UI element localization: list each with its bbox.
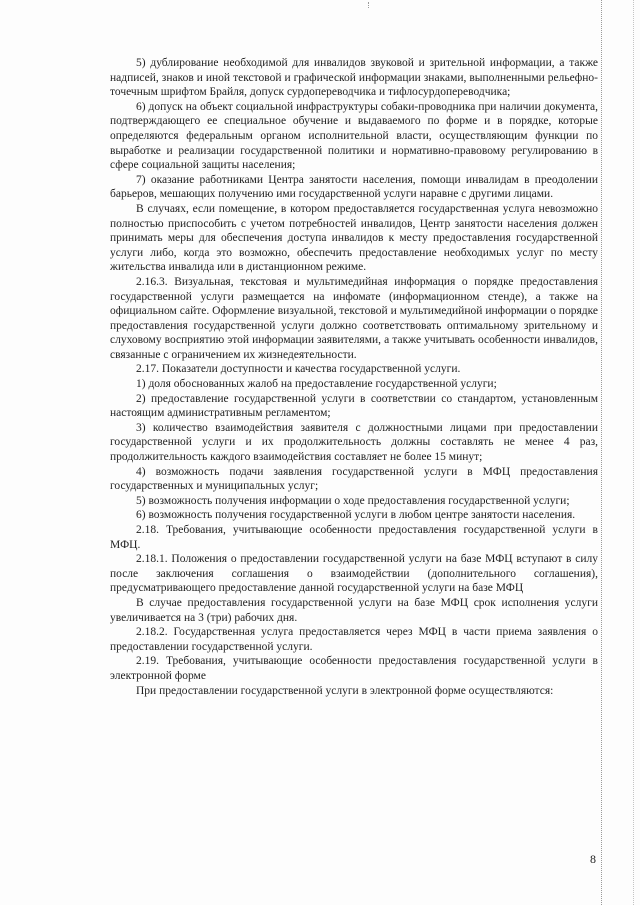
page-number: 8 [590,852,596,866]
paragraph-adaptation: В случаях, если помещение, в котором предоставляется государственная услуга невозможно полностью приспособить с учетом потребностей инвалидов, Центр занятости населения должен принимать меры для обеспечения доступа инвалидов к месту предоставления государственной услуги либо, когда это возможно, обеспечить предоставление необходимых услуг по месту жительства инвалида или в дистанционном режиме. [110,202,598,274]
section-2-17-heading: 2.17. Показатели доступности и качества государственной услуги. [136,363,461,376]
section-2-19-heading: 2.19. Требования, учитывающие особенности предоставления государственной услуги в электронной форме [110,655,598,682]
scan-edge-outer [633,0,634,905]
document-body [110,56,598,698]
section-2-16-3: 2.16.3. Визуальная, текстовая и мультимедийная информация о порядке предоставления государственной услуги размещается на инфомате (информационном стенде), а также на официальном сайте. Оформление визуальной, текстовой и мультимедийной информации о порядке предоставления государственной услуги должно соответствовать оптимальному зрительному и слуховому восприятию этой информации заявителями, а также учитывать особенности инвалидов, связанные с ограничением их жизнедеятельности. [110,275,598,361]
list-item-7-assistance: 7) оказание работниками Центра занятости населения, помощи инвалидам в преодолении барьеров, мешающих получению ими государственной услуги наравне с другими лицами. [110,173,598,201]
paragraph-mfc-term: В случае предоставления государственной услуги на базе МФЦ срок исполнения услуги увеличивается на 3 (три) рабочих дня. [110,596,598,624]
indicator-4: 4) возможность подачи заявления государственной услуги в МФЦ предоставления государственных и муниципальных услуг; [110,465,598,493]
indicator-2: 2) предоставление государственной услуги в соответствии со стандартом, установленным настоящим административным регламентом; [110,392,598,420]
list-item-6-guide-dog: 6) допуск на объект социальной инфраструктуры собаки-проводника при наличии документа, подтверждающего ее специальное обучение и выдаваемого по форме и в порядке, которые определяются федеральным органом исполнительной власти, осуществляющим функции по выработке и реализации государственной политики и нормативно-правовому регулированию в сфере социальной защиты населения; [110,100,598,172]
list-item-5-braille: 5) дублирование необходимой для инвалидов звуковой и зрительной информации, а также надписей, знаков и иной текстовой и графической информации знаками, выполненными рельефно-точечным шрифтом Брайля, допуск сурдопереводчика и тифлосурдопереводчика; [110,57,598,99]
section-2-18-2: 2.18.2. Государственная услуга предоставляется через МФЦ в части приема заявления о предоставлении государственной услуги. [110,626,598,653]
indicator-1: 1) доля обоснованных жалоб на предоставление государственной услуги; [136,378,497,391]
scan-edge [601,0,602,905]
indicator-3: 3) количество взаимодействия заявителя с должностными лицами при предоставлении государственной услуги и их продолжительность должны составлять не менее 4 раз, продолжительность каждого взаимодействия составляет не более 15 минут; [110,421,598,464]
indicator-6: 6) возможность получения государственной услуги в любом центре занятости населения. [136,509,576,522]
section-2-18-1: 2.18.1. Положения о предоставлении государственной услуги на базе МФЦ вступают в силу после заключения соглашения о взаимодействии (дополнительного соглашения), предусматривающего предоставление данной государственной услуги на базе МФЦ [110,553,598,595]
paragraph-electronic-form: При предоставлении государственной услуги в электронной форме осуществляются: [136,684,554,697]
section-2-18-heading: 2.18. Требования, учитывающие особенности предоставления государственной услуги в МФЦ. [110,524,598,551]
scan-artifact [368,2,372,8]
indicator-5: 5) возможность получения информации о ходе предоставления государственной услуги; [136,494,570,507]
